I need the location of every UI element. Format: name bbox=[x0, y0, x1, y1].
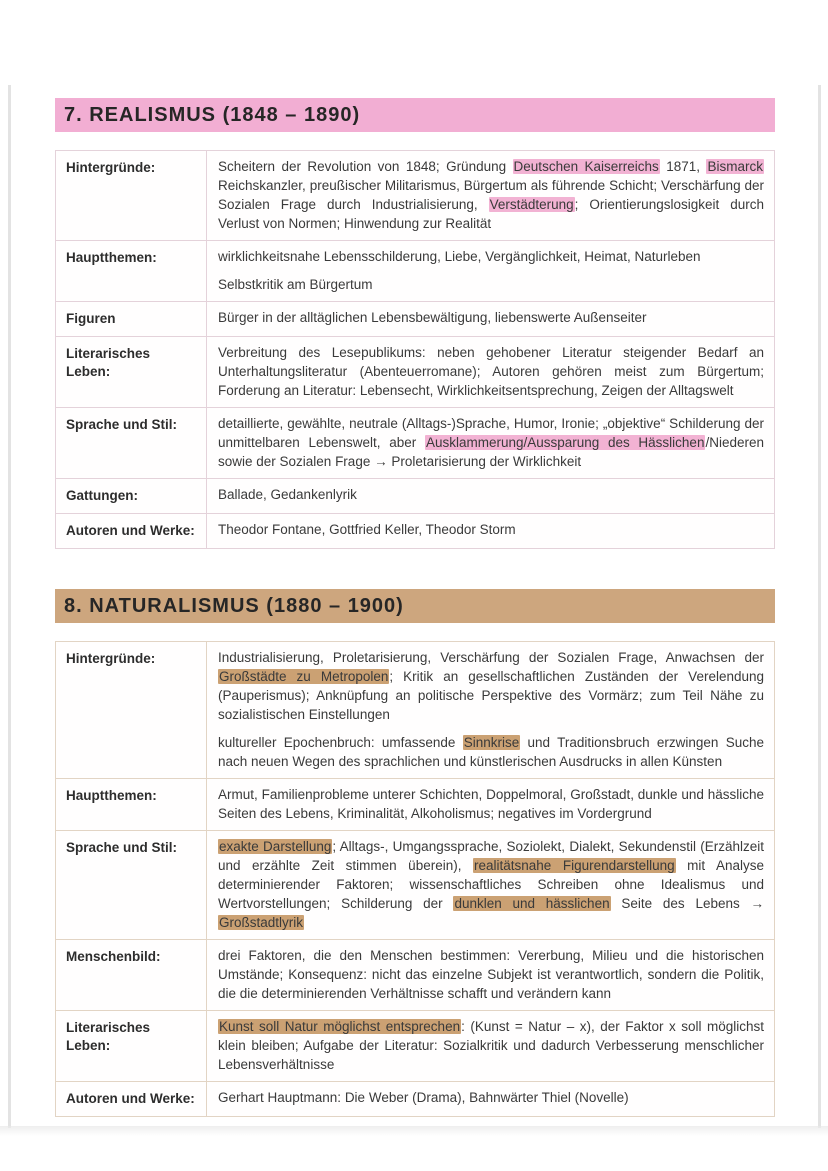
row-content bbox=[206, 940, 774, 1010]
text-run: Industrialisierung, Proletarisierung, Verschärfung der Sozialen Frage, Anwachsen der bbox=[218, 650, 764, 665]
row-label: Autoren und Werke: bbox=[66, 1091, 195, 1106]
row-content bbox=[206, 831, 774, 939]
section-title-bar bbox=[55, 589, 775, 623]
paragraph bbox=[218, 1017, 764, 1074]
text-run: drei Faktoren, die den Menschen bestimmen: Vererbung, Milieu und die historischen Umstände; Konsequenz: nicht das einzelne Subjekt ist verantwortlich, sondern die Politik, die die determinierenden Verhältnisse schafft und verändern kann bbox=[218, 948, 764, 1001]
highlight: Bismarck bbox=[707, 159, 763, 174]
row-label: Sprache und Stil: bbox=[66, 840, 178, 855]
highlight: Verstädterung bbox=[489, 197, 574, 212]
table-row bbox=[56, 478, 774, 513]
row-label: Sprache und Stil: bbox=[66, 417, 178, 432]
highlight: Großstadtlyrik bbox=[219, 915, 304, 930]
highlight: Kunst soll Natur möglichst entsprechen bbox=[219, 1019, 461, 1034]
table-row bbox=[56, 1081, 774, 1116]
row-content bbox=[206, 479, 774, 513]
text-run: Verbreitung des Lesepublikums: neben gehobener Literatur steigender Bedarf an Unterhaltungsliteratur (Abenteuerromane); Autoren gehören meist zum Bürgertum; Forderung an Literatur: Lebensecht, Wirklichkeitsentsprechung, Zeigen der Alltagswelt bbox=[218, 345, 764, 398]
row-label: Hintergründe: bbox=[66, 651, 156, 666]
row-content bbox=[206, 779, 774, 830]
text-run: ; Alltags-, Umgangssprache, Soziolekt, Dialekt, Sekundenstil (Erzählzeit und erzählte Zeit stimmen überein), bbox=[218, 839, 764, 873]
text-run: Bürger in der alltäglichen Lebensbewältigung, liebenswerte Außenseiter bbox=[218, 310, 647, 325]
paragraph bbox=[218, 946, 764, 1003]
table-row bbox=[56, 151, 774, 240]
text-run: und Traditionsbruch erzwingen Suche nach neuen Wegen des sprachlichen und künstlerischen Ausdrucks in allen Künsten bbox=[218, 735, 764, 769]
row-label: Literarisches Leben: bbox=[66, 1020, 151, 1053]
text-run: ; Kritik an gesellschaftlichen Zuständen der Verelendung (Pauperismus); Anknüpfung an politische Perspektive des Vormärz; zum Teil Nähe zu sozialistischen Einstellungen bbox=[218, 669, 765, 722]
row-content bbox=[206, 302, 774, 336]
section-naturalismus bbox=[55, 589, 775, 1117]
row-content bbox=[206, 642, 774, 778]
paragraph bbox=[218, 485, 764, 504]
section-realismus bbox=[55, 98, 775, 549]
paragraph bbox=[218, 733, 764, 771]
paragraph bbox=[218, 157, 764, 233]
row-content bbox=[206, 1082, 774, 1116]
text-run: Gerhart Hauptmann: Die Weber (Drama), Bahnwärter Thiel (Novelle) bbox=[218, 1090, 629, 1105]
table-row bbox=[56, 240, 774, 301]
section-title: 8. NATURALISMUS (1880 – 1900) bbox=[64, 595, 404, 617]
row-label: Literarisches Leben: bbox=[66, 346, 151, 379]
text-run: : (Kunst = Natur – x), der Faktor x soll möglichst klein bleiben; Aufgabe der Literatur: Sozialkritik und dadurch Verbesserung menschlicher Lebensverhältnisse bbox=[218, 1019, 764, 1072]
row-label: Menschenbild: bbox=[66, 949, 161, 964]
row-label: Autoren und Werke: bbox=[66, 523, 195, 538]
text-run: mit Analyse determinierender Faktoren; wissenschaftliches Schreiben ohne Idealismus und Wertvorstellungen; Schilderung der bbox=[218, 858, 764, 911]
table-row bbox=[56, 336, 774, 407]
highlight: Ausklammerung/Aussparung des Hässlichen bbox=[425, 435, 705, 450]
row-content bbox=[206, 337, 774, 407]
paragraph bbox=[218, 648, 764, 724]
row-content bbox=[206, 151, 774, 240]
paragraph bbox=[218, 275, 764, 294]
text-run: wirklichkeitsnahe Lebensschilderung, Liebe, Vergänglichkeit, Heimat, Naturleben bbox=[218, 249, 701, 264]
page-edge-right bbox=[818, 85, 821, 1128]
table-row bbox=[56, 642, 774, 778]
paragraph bbox=[218, 414, 764, 471]
notes-content bbox=[55, 98, 775, 1157]
text-run: /Niederen sowie der Sozialen Frage → Proletarisierung der Wirklichkeit bbox=[218, 435, 764, 469]
text-run: 1871, bbox=[659, 159, 707, 174]
text-run: Seite des Lebens → bbox=[610, 896, 765, 911]
epoch-table bbox=[55, 150, 775, 549]
paragraph bbox=[218, 1088, 764, 1107]
paragraph bbox=[218, 308, 764, 327]
table-row bbox=[56, 301, 774, 336]
text-run: Armut, Familienprobleme unterer Schichten, Doppelmoral, Großstadt, dunkle und hässliche Seiten des Lebens, Kriminalität, Alkoholismus; negatives im Vordergrund bbox=[218, 787, 764, 821]
text-run: Scheitern der Revolution von 1848; Gründung bbox=[218, 159, 513, 174]
text-run: Selbstkritik am Bürgertum bbox=[218, 277, 373, 292]
row-label: Hintergründe: bbox=[66, 160, 156, 175]
row-label: Figuren bbox=[66, 311, 116, 326]
row-label: Hauptthemen: bbox=[66, 250, 157, 265]
text-run: kultureller Epochenbruch: umfassende bbox=[218, 735, 463, 750]
table-row bbox=[56, 778, 774, 830]
text-run: Reichskanzler, preußischer Militarismus, Bürgertum als führende Schicht; Verschärfung der Sozialen Frage durch Industrialisierung, bbox=[218, 178, 764, 212]
row-label: Gattungen: bbox=[66, 488, 138, 503]
paragraph bbox=[218, 247, 764, 266]
text-run: Ballade, Gedankenlyrik bbox=[218, 487, 357, 502]
highlight: Sinnkrise bbox=[463, 735, 520, 750]
row-content bbox=[206, 241, 774, 301]
table-row bbox=[56, 407, 774, 478]
highlight: Großstädte zu Metropolen bbox=[219, 669, 389, 684]
row-content bbox=[206, 514, 774, 548]
table-row bbox=[56, 513, 774, 548]
table-row bbox=[56, 939, 774, 1010]
row-content bbox=[206, 408, 774, 478]
highlight: exakte Darstellung bbox=[219, 839, 332, 854]
row-label: Hauptthemen: bbox=[66, 788, 157, 803]
page-edge-left bbox=[8, 85, 11, 1128]
text-run: ; Orientierungslosigkeit durch Verlust von Normen; Hinwendung zur Realität bbox=[218, 197, 764, 231]
section-title-bar bbox=[55, 98, 775, 132]
text-run: Theodor Fontane, Gottfried Keller, Theodor Storm bbox=[218, 522, 516, 537]
paragraph bbox=[218, 520, 764, 539]
text-run: detaillierte, gewählte, neutrale (Alltags-)Sprache, Humor, Ironie; „objektive“ Schilderung der unmittelbaren Lebenswelt, aber bbox=[218, 416, 764, 450]
row-content bbox=[206, 1011, 774, 1081]
highlight: dunklen und hässlichen bbox=[454, 896, 610, 911]
table-row bbox=[56, 1010, 774, 1081]
paragraph bbox=[218, 343, 764, 400]
section-title: 7. REALISMUS (1848 – 1890) bbox=[64, 104, 361, 126]
paragraph bbox=[218, 837, 764, 932]
highlight: Deutschen Kaiserreichs bbox=[513, 159, 659, 174]
highlight: realitätsnahe Figurendarstellung bbox=[474, 858, 675, 873]
table-row bbox=[56, 830, 774, 939]
paragraph bbox=[218, 785, 764, 823]
epoch-table bbox=[55, 641, 775, 1117]
